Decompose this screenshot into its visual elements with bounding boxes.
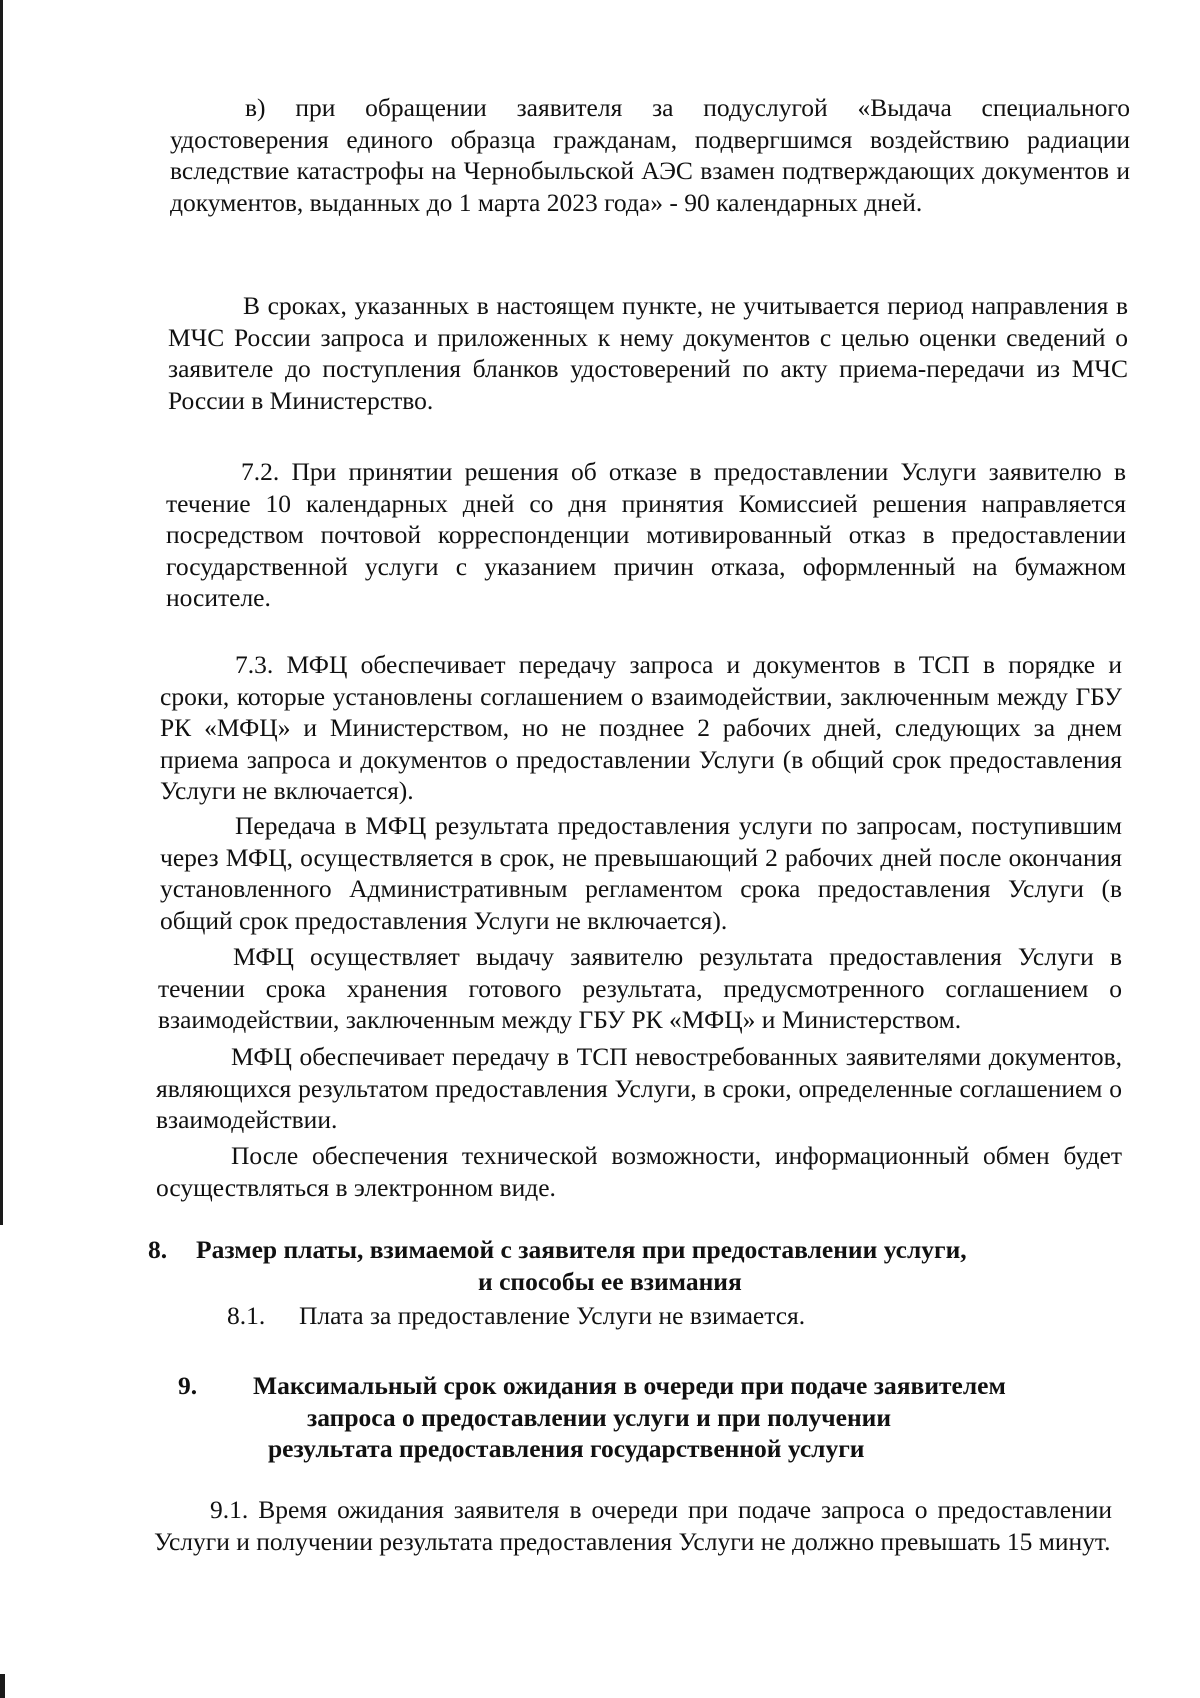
scan-bottom-edge — [0, 1674, 5, 1698]
paragraph-mfc-issue: МФЦ осуществляет выдачу заявителю результата предоставления Услуги в течении срока хранения готового результата, предусмотренного соглашением о взаимодействии, заключенным между ГБУ РК «МФЦ» и Министерством. — [158, 942, 1122, 1034]
paragraph-mfc-unclaimed: МФЦ обеспечивает передачу в ТСП невостребованных заявителями документов, являющихся результатом предоставления Услуги, в сроки, определенные соглашением о взаимодействии. — [156, 1042, 1122, 1134]
section-8-item — [227, 1300, 1087, 1332]
paragraph-electronic-exchange: После обеспечения технической возможности, информационный обмен будет осуществляться в электронном виде. — [156, 1141, 1122, 1202]
scan-left-edge — [0, 0, 3, 1225]
paragraph-7-2: 7.2. При принятии решения об отказе в предоставлении Услуги заявителю в течение 10 календарных дней со дня принятия Комиссией решения направляется посредством почтовой корреспонденции мотивированный отказ в предоставлении государственной услуги с указанием причин отказа, оформленный на бумажном носителе. — [166, 457, 1126, 612]
section-9-title-line2: запроса о предоставлении услуги и при получении — [307, 1403, 892, 1432]
section-9-item: 9.1. Время ожидания заявителя в очереди при подаче запроса о предоставлении Услуги и получении результата предоставления Услуги не должно превышать 15 минут. — [154, 1495, 1112, 1556]
paragraph-mfc-transfer: Передача в МФЦ результата предоставления услуги по запросам, поступившим через МФЦ, осуществляется в срок, не превышающий 2 рабочих дней после окончания установленного Административным регламентом срока предоставления Услуги (в общий срок предоставления Услуги не включается). — [160, 811, 1122, 935]
section-9-title-line1: Максимальный срок ожидания в очереди при подаче заявителем — [253, 1371, 1006, 1400]
section-8-title-line1: Размер платы, взимаемой с заявителя при предоставлении услуги, — [196, 1235, 967, 1264]
paragraph-7-1-v: в) при обращении заявителя за подуслугой «Выдача специального удостоверения единого образца гражданам, подвергшимся воздействию радиации вследствие катастрофы на Чернобыльской АЭС взамен подтверждающих документов и документов, выданных до 1 марта 2023 года» - 90 календарных дней. — [170, 93, 1130, 217]
paragraph-deadline-note: В сроках, указанных в настоящем пункте, не учитывается период направления в МЧС России запроса и приложенных к нему документов с целью оценки сведений о заявителе до поступления бланков удостоверений по акту приема-передачи из МЧС России в Министерство. — [168, 291, 1128, 415]
section-8-heading — [148, 1234, 1108, 1265]
section-8-title-line2: и способы ее взимания — [478, 1267, 742, 1296]
paragraph-7-3: 7.3. МФЦ обеспечивает передачу запроса и документов в ТСП в порядке и сроки, которые установлены соглашением о взаимодействии, заключенным между ГБУ РК «МФЦ» и Министерством, но не позднее 2 рабочих дней, следующих за днем приема запроса и документов о предоставлении Услуги (в общий срок предоставления Услуги не включается). — [160, 650, 1122, 805]
section-8-item-number: 8.1. — [227, 1301, 266, 1330]
section-9-number: 9. — [178, 1371, 198, 1400]
section-9-heading — [178, 1370, 1138, 1401]
section-9-title-line3: результата предоставления государственной услуги — [268, 1434, 865, 1463]
section-8-item-text: Плата за предоставление Услуги не взимается. — [299, 1301, 806, 1330]
section-8-number: 8. — [148, 1235, 168, 1264]
